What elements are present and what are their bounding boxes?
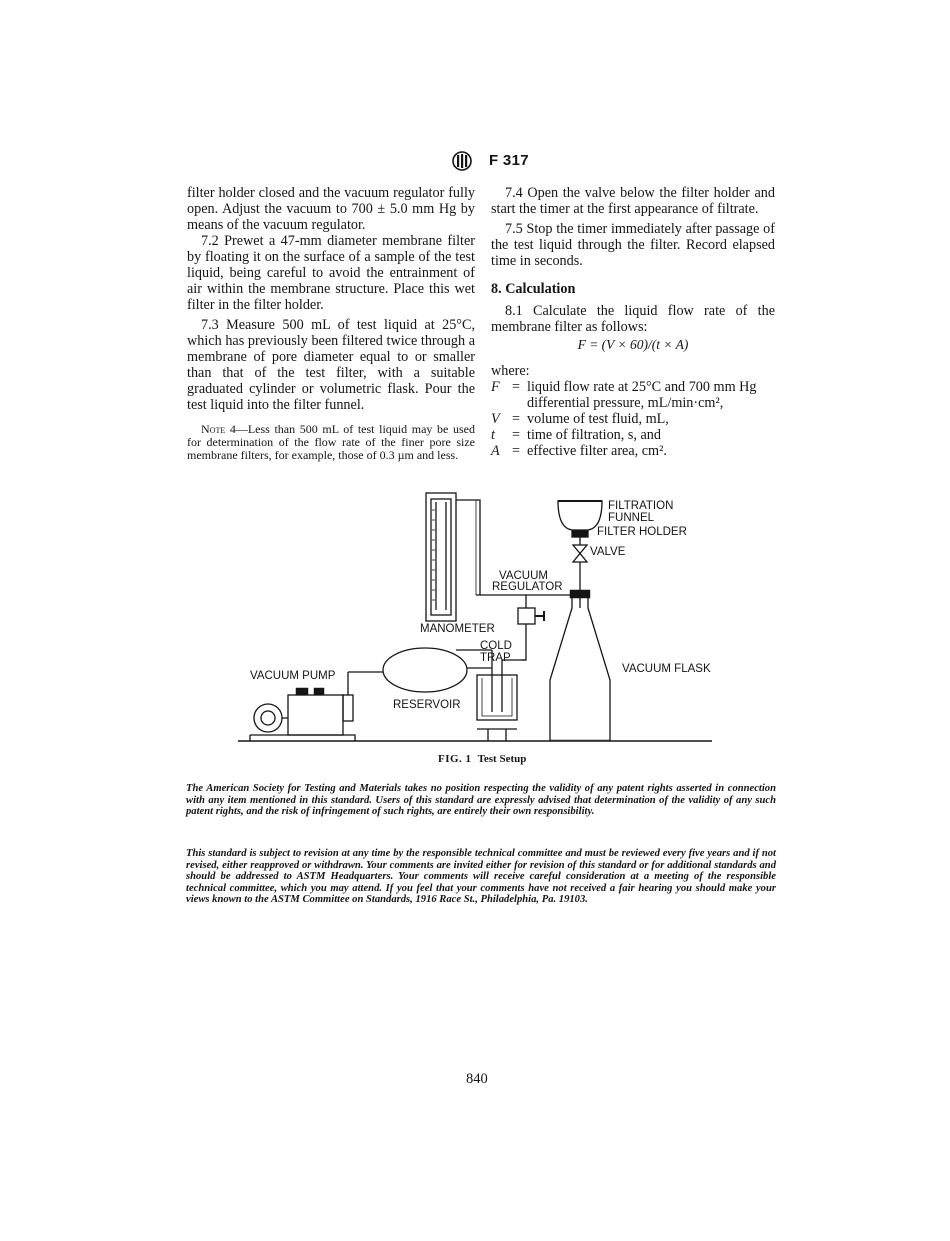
definition-text: volume of test fluid, mL,	[527, 411, 669, 427]
label-manometer: MANOMETER	[420, 623, 495, 635]
paragraph-8-1: 8.1 Calculate the liquid flow rate of the membrane filter as follows:	[491, 303, 775, 335]
vacuum-pump-icon	[250, 672, 355, 741]
label-vacuum: VACUUM	[499, 570, 548, 582]
definition-item	[491, 443, 775, 459]
definition-item	[491, 379, 775, 411]
figure-label: FIG. 1	[438, 753, 472, 765]
label-regulator: REGULATOR	[492, 581, 563, 593]
definition-equals: =	[511, 379, 520, 395]
figure-caption	[438, 753, 526, 765]
formula: F = (V × 60)/(t × A)	[577, 337, 689, 352]
section-heading-calculation: 8. Calculation	[491, 281, 576, 297]
where-label: where:	[491, 363, 530, 379]
paragraph-7-4: 7.4 Open the valve below the filter holder and start the timer at the first appearance of filtrate.	[491, 185, 775, 217]
definition-text: liquid flow rate at 25°C and 700 mm Hg differential pressure, mL/min·cm²,	[527, 379, 757, 411]
definition-symbol: F	[491, 379, 500, 395]
label-vacuum-pump: VACUUM PUMP	[250, 670, 336, 682]
paragraph-7-5: 7.5 Stop the timer immediately after passage of the test liquid through the filter. Record elapsed time in seconds.	[491, 221, 775, 269]
left-column	[187, 185, 475, 462]
vacuum-flask-icon	[550, 590, 610, 741]
definition-text: effective filter area, cm².	[527, 443, 667, 459]
filter-holder-icon	[572, 531, 588, 537]
definition-equals: =	[511, 411, 520, 427]
label-trap: TRAP	[480, 652, 511, 664]
definition-item	[491, 411, 775, 427]
page-number: 840	[466, 1071, 488, 1087]
definition-symbol: t	[491, 427, 495, 443]
paragraph-7-3: 7.3 Measure 500 mL of test liquid at 25°C, which has previously been filtered twice through a membrane of pore diameter equal to or smaller than that of the test filter, with a suitable graduated cylinder or volumetric flask. Pour the test liquid into the filter funnel.	[187, 317, 475, 413]
definition-text: time of filtration, s, and	[527, 427, 661, 443]
vacuum-regulator-icon	[518, 608, 535, 624]
label-valve: VALVE	[590, 546, 626, 558]
revision-notice: This standard is subject to revision at any time by the responsible technical committee and must be reviewed every five years and if not revised, either reapproved or withdrawn. Your comments are invited either for revision of this standard or for additional standards and should be addressed to ASTM Headquarters. Your comments will receive careful consideration at a meeting of the responsible technical committee, which you may attend. If you feel that your comments have not received a fair hearing you should make your views known to the ASTM Committee on Standards, 1916 Race St., Philadelphia, Pa. 19103.	[186, 848, 776, 905]
label-reservoir: RESERVOIR	[393, 699, 461, 711]
label-filter-holder: FILTER HOLDER	[597, 526, 687, 538]
definition-equals: =	[511, 427, 520, 443]
note-label: Note 4	[201, 422, 236, 436]
paragraph-intro: filter holder closed and the vacuum regulator fully open. Adjust the vacuum to 700 ± 5.0 mm Hg by means of the vacuum regulator.	[187, 185, 475, 233]
right-column	[491, 185, 775, 459]
designation: F 317	[489, 152, 529, 169]
label-vacuum-flask: VACUUM FLASK	[622, 663, 711, 675]
definitions-list	[491, 379, 775, 459]
valve-icon	[573, 537, 587, 590]
definition-symbol: V	[491, 411, 500, 427]
astm-logo-icon	[452, 151, 472, 171]
patent-notice: The American Society for Testing and Materials takes no position respecting the validity of any patent rights asserted in connection with any item mentioned in this standard. Users of this standard are expressly advised that determination of the validity of any such patent rights, and the risk of infringement of such rights, are entirely their own responsibility.	[186, 783, 776, 817]
filtration-funnel-icon	[558, 501, 602, 530]
definition-item	[491, 427, 775, 443]
regulator-handle-icon	[535, 611, 544, 621]
definition-equals: =	[511, 443, 520, 459]
label-cold: COLD	[480, 640, 512, 652]
reservoir-icon	[383, 648, 467, 692]
note-4	[187, 423, 475, 462]
paragraph-7-2: 7.2 Prewet a 47-mm diameter membrane filter by floating it on the surface of a sample of the test liquid, being careful to avoid the entrainment of air within the membrane structure. Place this wet filter in the filter holder.	[187, 233, 475, 313]
manometer-icon	[426, 493, 480, 621]
label-filtration: FILTRATION	[608, 500, 674, 512]
definition-symbol: A	[491, 443, 500, 459]
test-setup-diagram	[230, 490, 720, 745]
note-text: —Less than 500 mL of test liquid may be used for determination of the flow rate of the finer pore size membrane filters, for example, those of 0.3 µm and less.	[187, 422, 475, 462]
label-funnel: FUNNEL	[608, 512, 655, 524]
figure-caption-text: Test Setup	[477, 753, 527, 765]
